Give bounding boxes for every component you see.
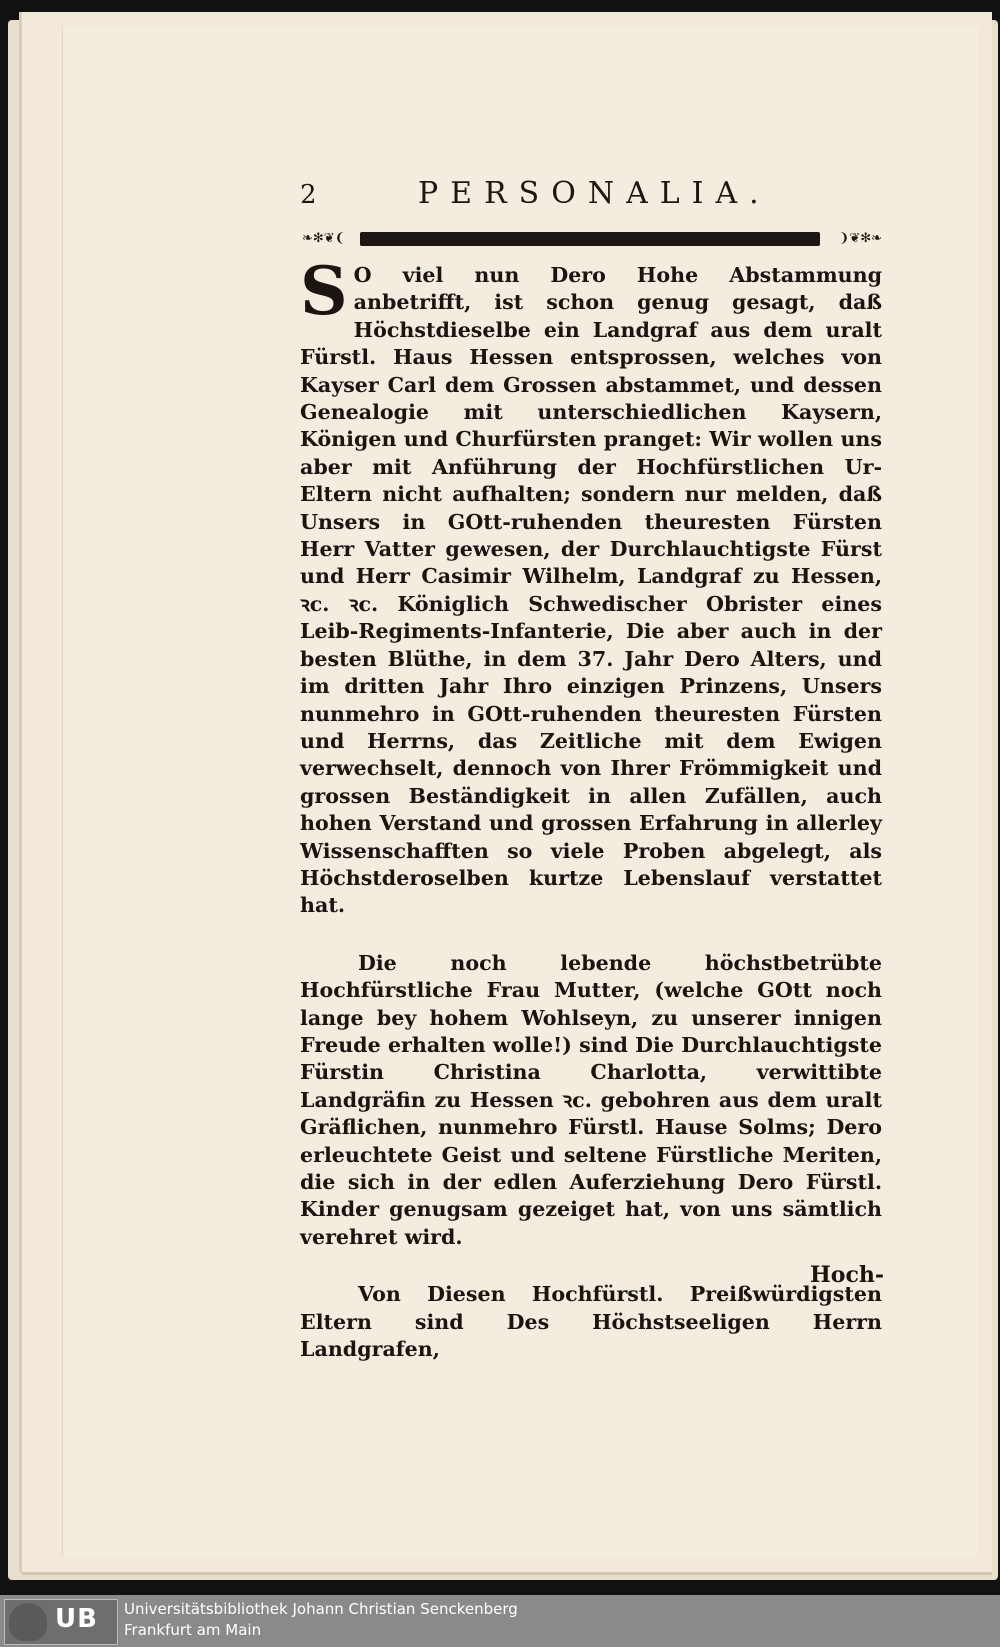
library-footer <box>0 1595 1000 1647</box>
page-number: 2 <box>300 180 317 210</box>
drop-initial: S <box>300 252 348 330</box>
institution-name <box>124 1599 518 1641</box>
page-header <box>300 176 880 216</box>
ornament-left-icon: ❧✻❦❨ <box>302 231 346 246</box>
institution-line-2: Frankfurt am Main <box>124 1621 262 1639</box>
paragraph-1-text: O viel nun Dero Hohe Abstammung anbetrifft, ist schon genug gesagt, daß Höchstdieselbe ein Landgraf aus dem uralt Fürstl. Haus Hessen entsprossen, welches von Kayser Carl dem Grossen abstammet, und dessen Genealogie mit unterschiedlichen Kaysern, Königen und Churfürsten pranget: Wir wollen uns aber mit Anführung der Hochfürstlichen Ur-Eltern nicht aufhalten; sondern nur melden, daß Unsers in GOtt-ruhenden theuresten Fürsten Herr Vatter gewesen, der Durchlauchtigste Fürst und Herr Casimir Wilhelm, Landgraf zu Hessen, ꝛc. ꝛc. Königlich Schwedischer Obrister eines Leib-Regiments-Infanterie, Die aber auch in der besten Blüthe, in dem 37. Jahr Dero Alters, und im dritten Jahr Ihro einzigen Prinzens, Unsers nunmehro in GOtt-ruhenden theuresten Fürsten und Herrns, das Zeitliche mit dem Ewigen verwechselt, dennoch von Ihrer Frömmigkeit und grossen Beständigkeit in allen Zufällen, auch hohen Verstand und grossen Erfahrung in allerley Wissenschafften so viele Proben abgelegt, als Höchstderoselben kurtze Lebenslauf verstattet hat. <box>300 263 882 918</box>
body-text <box>300 252 882 1393</box>
ub-logo[interactable] <box>4 1599 118 1645</box>
rule-bar <box>360 232 820 246</box>
institution-line-1: Universitätsbibliothek Johann Christian Senckenberg <box>124 1600 518 1618</box>
paragraph-3: Von Diesen Hochfürstl. Preißwürdigsten Eltern sind Des Höchstseeligen Herrn Landgrafen, <box>300 1282 882 1362</box>
portrait-icon <box>9 1603 47 1641</box>
ornamental-rule <box>302 230 882 248</box>
logo-text: UB <box>55 1604 98 1634</box>
running-head: PERSONALIA. <box>418 176 771 211</box>
paragraph-2: Die noch lebende höchstbetrübte Hochfürstliche Frau Mutter, (welche GOtt noch lange bey hohem Wohlseyn, zu unserer innigen Freude erhalten wolle!) sind Die Durchlauchtigste Fürstin Christina Charlotta, verwittibte Landgräfin zu Hessen ꝛc. gebohren aus dem uralt Gräflichen, nunmehro Fürstl. Hause Solms; Dero erleuchtete Geist und seltene Fürstliche Meriten, die sich in der edlen Auferziehung Dero Fürstl. Kinder genugsam gezeiget hat, von uns sämtlich verehret wird. <box>300 950 882 1249</box>
paragraph-1 <box>300 252 882 920</box>
catchword: Hoch- <box>810 1262 884 1288</box>
ornament-right-icon: ❩❦✻❧ <box>838 231 882 246</box>
